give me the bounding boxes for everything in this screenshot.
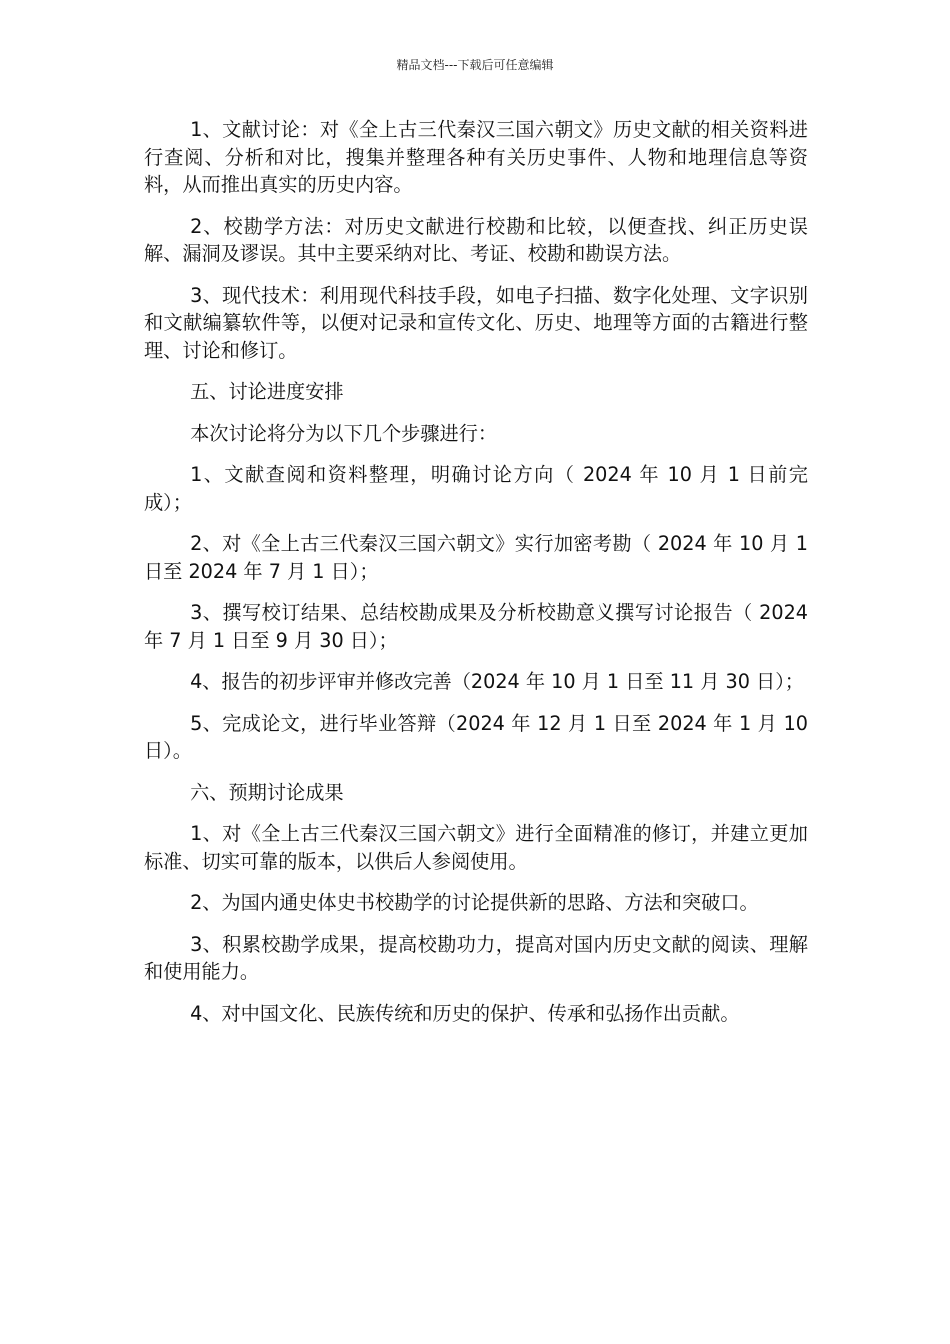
schedule-step-1: 1、文献查阅和资料整理，明确讨论方向（ 2024 年 10 月 1 日前完成）； (144, 463, 808, 514)
schedule-step-5: 5、完成论文，进行毕业答辩（2024 年 12 月 1 日至 2024 年 1 月 10 日）。 (144, 711, 808, 762)
page-header: 精品文档---下载后可任意编辑 (396, 58, 554, 72)
method-paragraph-collation: 2、校勘学方法：对历史文献进行校勘和比较，以便查找、纠正历史误解、漏洞及谬误。其中主要采纳对比、考证、校勘和勘误方法。 (144, 214, 808, 265)
schedule-step-2: 2、对《全上古三代秦汉三国六朝文》实行加密考勘（ 2024 年 10 月 1 日至 2024 年 7 月 1 日）； (144, 532, 808, 583)
document-body (144, 116, 808, 1041)
section-heading-outcomes: 六、预期讨论成果 (190, 780, 344, 804)
method-paragraph-modern-tech: 3、现代技术：利用现代科技手段，如电子扫描、数字化处理、文字识别和文献编纂软件等，以便对记录和宣传文化、历史、地理等方面的古籍进行整理、讨论和修订。 (144, 283, 808, 362)
schedule-step-3: 3、撰写校订结果、总结校勘成果及分析校勘意义撰写讨论报告（ 2024 年 7 月 1 日至 9 月 30 日）； (144, 601, 808, 652)
method-paragraph-literature: 1、文献讨论：对《全上古三代秦汉三国六朝文》历史文献的相关资料进行查阅、分析和对比，搜集并整理各种有关历史事件、人物和地理信息等资料，从而推出真实的历史内容。 (144, 118, 808, 196)
outcome-item-4: 4、对中国文化、民族传统和历史的保护、传承和弘扬作出贡献。 (190, 1001, 740, 1025)
outcome-item-3: 3、积累校勘学成果，提高校勘功力，提高对国内历史文献的阅读、理解和使用能力。 (144, 932, 808, 983)
outcome-item-2: 2、为国内通史体史书校勘学的讨论提供新的思路、方法和突破口。 (190, 891, 759, 914)
schedule-intro: 本次讨论将分为以下几个步骤进行： (190, 421, 498, 445)
outcome-item-1: 1、对《全上古三代秦汉三国六朝文》进行全面精准的修订，并建立更加标准、切实可靠的版本，以供后人参阅使用。 (144, 822, 808, 873)
section-heading-schedule: 五、讨论进度安排 (190, 380, 344, 403)
schedule-step-4: 4、报告的初步评审并修改完善（2024 年 10 月 1 日至 11 月 30 日）； (190, 670, 804, 693)
